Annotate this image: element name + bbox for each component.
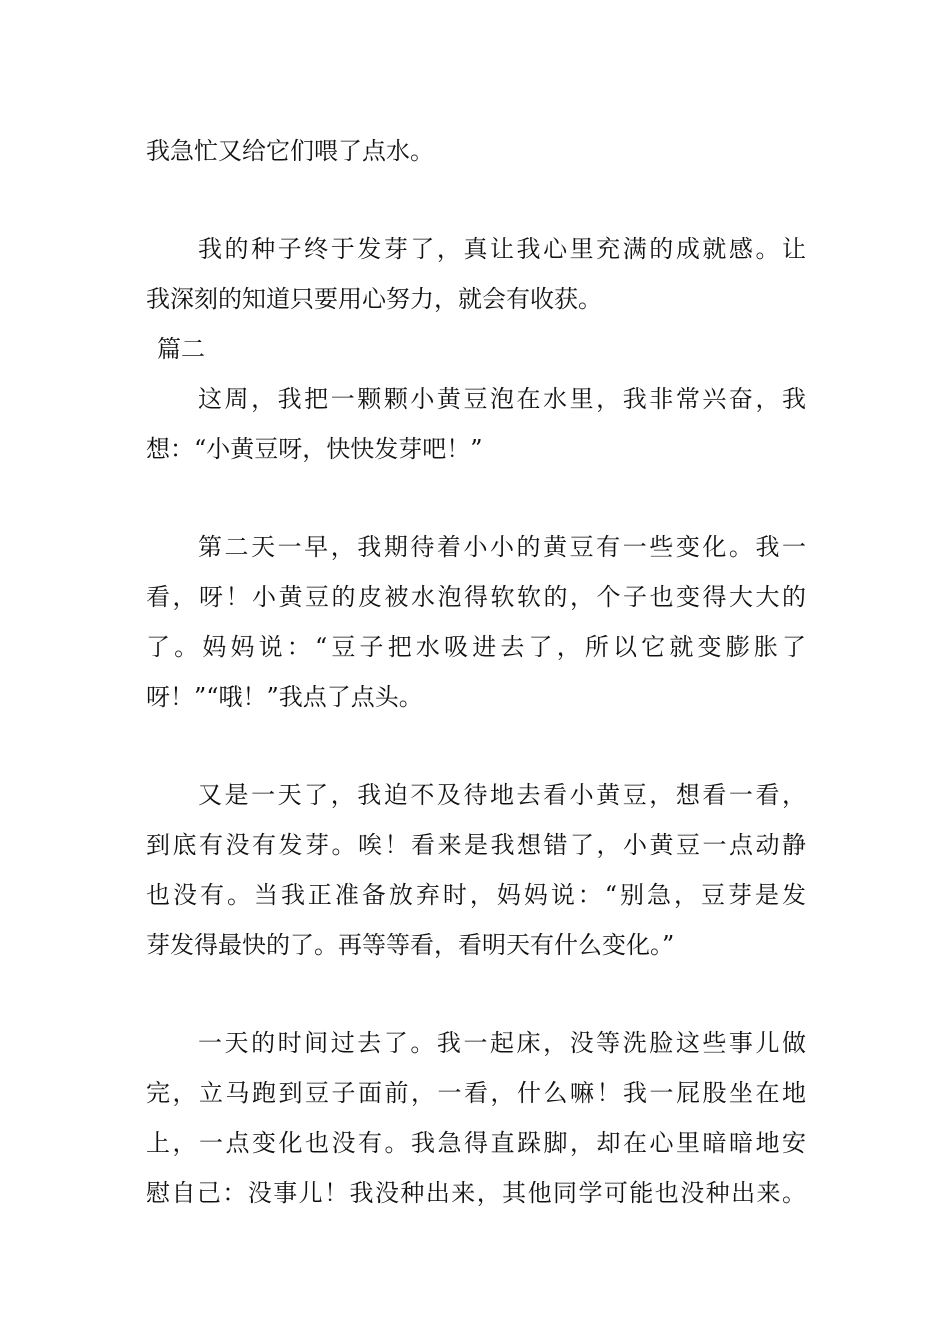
paragraph-line: 这周，我把一颗颗小黄豆泡在水里，我非常兴奋，我 <box>198 385 806 413</box>
paragraph-line: 到底有没有发芽。唉！看来是我想错了，小黄豆一点动静 <box>146 831 806 859</box>
paragraph-line: 第二天一早，我期待着小小的黄豆有一些变化。我一 <box>198 533 806 561</box>
section-heading: 篇二 <box>157 335 205 363</box>
paragraph-line: 慰自己：没事儿！我没种出来，其他同学可能也没种出来。 <box>146 1179 806 1207</box>
paragraph-line: 芽发得最快的了。再等等看，看明天有什么变化。” <box>146 931 675 959</box>
paragraph-line: 完，立马跑到豆子面前，一看，什么嘛！我一屁股坐在地 <box>146 1079 806 1107</box>
paragraph-line: 也没有。当我正准备放弃时，妈妈说：“别急，豆芽是发 <box>146 881 806 909</box>
paragraph-line: 我急忙又给它们喂了点水。 <box>146 137 434 165</box>
paragraph-line: 想：“小黄豆呀，快快发芽吧！” <box>146 435 483 463</box>
paragraph-line: 我深刻的知道只要用心努力，就会有收获。 <box>146 285 602 313</box>
paragraph-line: 了。妈妈说：“豆子把水吸进去了，所以它就变膨胀了 <box>146 633 806 661</box>
paragraph-line: 我的种子终于发芽了，真让我心里充满的成就感。让 <box>198 235 806 263</box>
paragraph-line: 一天的时间过去了。我一起床，没等洗脸这些事儿做 <box>198 1029 806 1057</box>
paragraph-line: 又是一天了，我迫不及待地去看小黄豆，想看一看， <box>198 781 806 809</box>
paragraph-line: 呀！”“哦！”我点了点头。 <box>146 683 423 711</box>
paragraph-line: 上，一点变化也没有。我急得直跺脚，却在心里暗暗地安 <box>146 1129 806 1157</box>
paragraph-line: 看，呀！小黄豆的皮被水泡得软软的，个子也变得大大的 <box>146 583 806 611</box>
